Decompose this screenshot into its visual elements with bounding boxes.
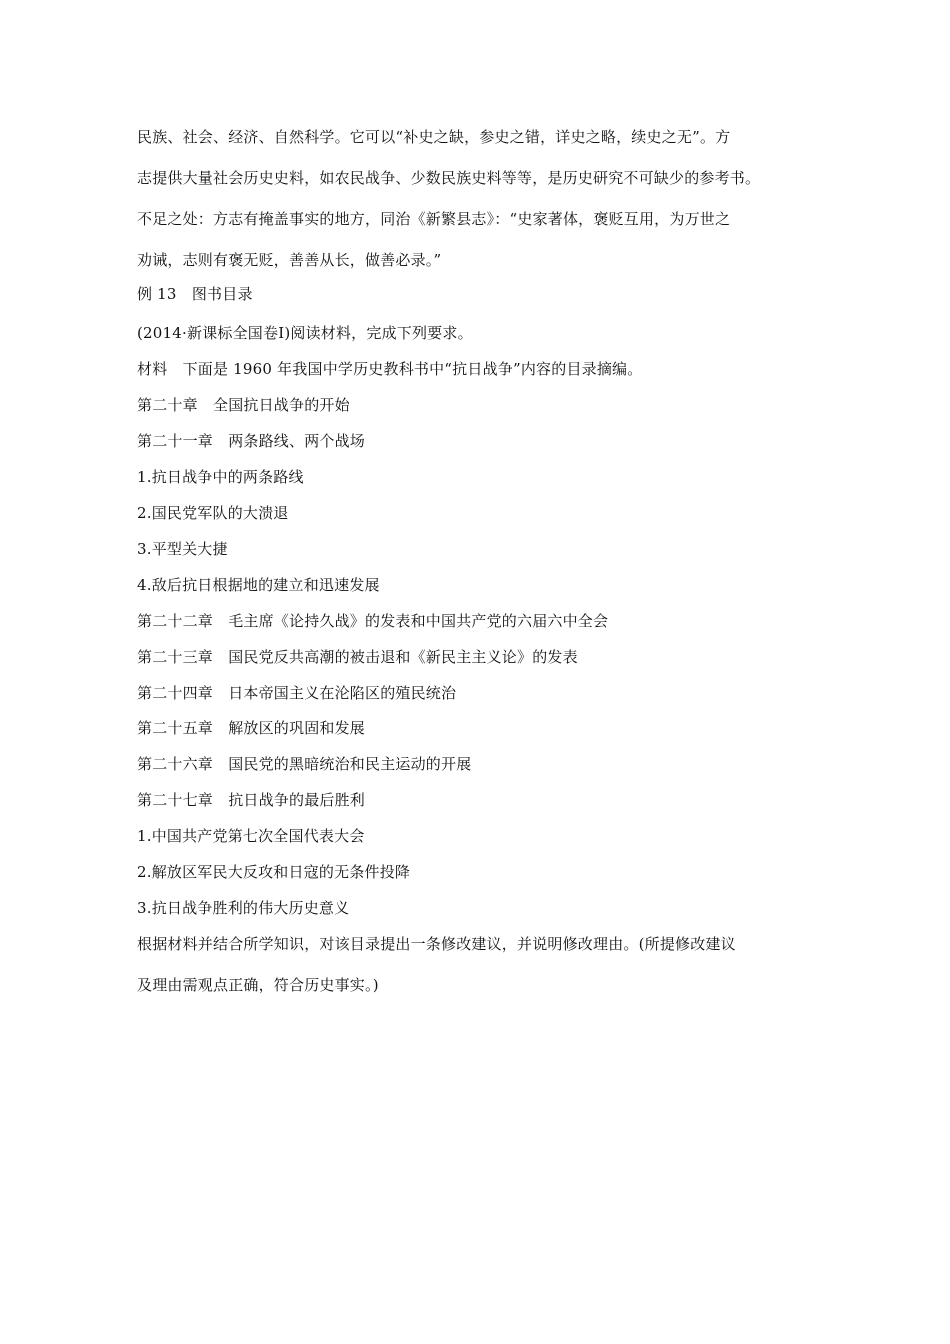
material-intro: 材料 下面是 1960 年我国中学历史教科书中“抗日战争”内容的目录摘编。 bbox=[137, 360, 643, 378]
example-heading: 例 13 图书目录 bbox=[137, 285, 253, 303]
toc-item: 第二十二章 毛主席《论持久战》的发表和中国共产党的六届六中全会 bbox=[137, 612, 609, 630]
toc-item: 3.平型关大捷 bbox=[137, 540, 228, 558]
paragraph-line-2: 志提供大量社会历史史料，如农民战争、少数民族史料等等，是历史研究不可缺少的参考书。 bbox=[137, 169, 761, 187]
toc-item: 3.抗日战争胜利的伟大历史意义 bbox=[137, 899, 350, 917]
toc-item: 2.国民党军队的大溃退 bbox=[137, 504, 289, 522]
toc-item: 第二十三章 国民党反共高潮的被击退和《新民主主义论》的发表 bbox=[137, 648, 578, 666]
toc-item: 1.中国共产党第七次全国代表大会 bbox=[137, 827, 365, 845]
question-line-1: 根据材料并结合所学知识，对该目录提出一条修改建议，并说明修改理由。(所提修改建议 bbox=[137, 935, 736, 953]
toc-item: 1.抗日战争中的两条路线 bbox=[137, 468, 304, 486]
paragraph-line-4: 劝诫，志则有褒无贬，善善从长，做善必录。” bbox=[137, 251, 442, 269]
toc-item: 2.解放区军民大反攻和日寇的无条件投降 bbox=[137, 863, 411, 881]
paragraph-line-1: 民族、社会、经济、自然科学。它可以“补史之缺，参史之错，详史之略，续史之无”。方 bbox=[137, 128, 731, 146]
toc-item: 4.敌后抗日根据地的建立和迅速发展 bbox=[137, 576, 380, 594]
toc-item: 第二十章 全国抗日战争的开始 bbox=[137, 396, 350, 414]
toc-item: 第二十七章 抗日战争的最后胜利 bbox=[137, 791, 366, 809]
toc-item: 第二十一章 两条路线、两个战场 bbox=[137, 432, 366, 450]
toc-item: 第二十五章 解放区的巩固和发展 bbox=[137, 719, 366, 737]
toc-item: 第二十六章 国民党的黑暗统治和民主运动的开展 bbox=[137, 755, 472, 773]
paragraph-line-3: 不足之处：方志有掩盖事实的地方，同治《新繁县志》：“史家著体，褒贬互用，为万世之 bbox=[137, 210, 731, 228]
toc-item: 第二十四章 日本帝国主义在沦陷区的殖民统治 bbox=[137, 684, 457, 702]
question-line-2: 及理由需观点正确，符合历史事实。) bbox=[137, 976, 379, 994]
question-source: (2014·新课标全国卷Ⅰ)阅读材料，完成下列要求。 bbox=[137, 324, 473, 342]
